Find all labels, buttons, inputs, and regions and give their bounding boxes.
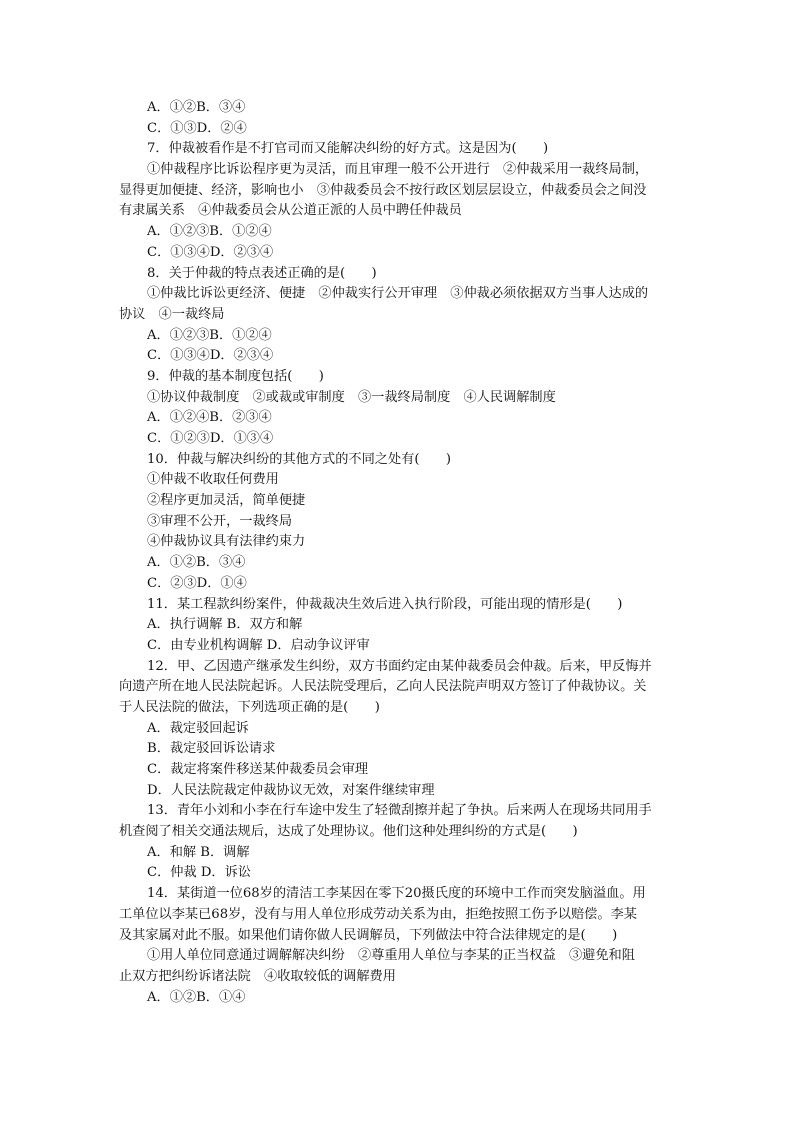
text-line: 止双方把纠纷诉诸法院 ④收取较低的调解费用 [119, 968, 396, 984]
text-line: C．由专业机构调解 D．启动争议评审 [147, 637, 370, 653]
text-line: 向遗产所在地人民法院起诉。人民法院受理后，乙向人民法院声明双方签订了仲裁协议。关 [119, 679, 647, 695]
text-line: 有隶属关系 ④仲裁委员会从公道正派的人员中聘任仲裁员 [119, 203, 462, 219]
text-line: 显得更加便捷、经济，影响也小 ③仲裁委员会不按行政区划层层设立，仲裁委员会之间没 [119, 182, 647, 198]
text-line: D．人民法院裁定仲裁协议无效，对案件继续审理 [147, 782, 435, 798]
text-line: 9．仲裁的基本制度包括( ) [147, 368, 324, 384]
text-line: ④仲裁协议具有法律约束力 [147, 534, 306, 550]
text-line: 8．关于仲裁的特点表述正确的是( ) [147, 265, 377, 281]
text-line: ①用人单位同意通过调解解决纠纷 ②尊重用人单位与李某的正当权益 ③避免和阻 [147, 948, 635, 964]
text-line: A．①②B．①④ [147, 989, 246, 1005]
document-page [119, 98, 679, 1008]
text-line: 10．仲裁与解决纠纷的其他方式的不同之处有( ) [147, 451, 452, 467]
text-line: 7．仲裁被看作是不打官司而又能解决纠纷的好方式。这是因为( ) [147, 141, 549, 157]
text-line: A．裁定驳回起诉 [147, 720, 249, 736]
text-line: 13．青年小刘和小李在行车途中发生了轻微刮擦并起了争执。后来两人在现场共同用手 [147, 803, 652, 819]
text-line: ③审理不公开，一裁终局 [147, 513, 293, 529]
text-line: ①协议仲裁制度 ②或裁或审制度 ③一裁终局制度 ④人民调解制度 [147, 389, 556, 405]
text-line: 协议 ④一裁终局 [119, 306, 225, 322]
text-line: A．①②④B．②③④ [147, 410, 272, 426]
text-line: A．执行调解 B．双方和解 [147, 617, 303, 633]
text-line: C．仲裁 D．诉讼 [147, 865, 251, 881]
text-line: B．裁定驳回诉讼请求 [147, 741, 276, 757]
text-line: 工单位以李某已68岁，没有与用人单位形成劳动关系为由，拒绝按照工伤予以赔偿。李某 [119, 906, 637, 922]
text-line: A．和解 B．调解 [147, 844, 250, 860]
text-line: A．①②③B．①②④ [147, 224, 272, 240]
text-line: C．②③D．①④ [147, 575, 247, 591]
text-line: ①仲裁比诉讼更经济、便捷 ②仲裁实行公开审理 ③仲裁必须依据双方当事人达成的 [147, 286, 649, 302]
text-line: C．①③④D．②③④ [147, 244, 274, 260]
text-line: ①仲裁程序比诉讼程序更为灵活，而且审理一般不公开进行 ②仲裁采用一裁终局制， [147, 162, 649, 178]
text-line: 机查阅了相关交通法规后，达成了处理协议。他们这种处理纠纷的方式是( ) [119, 824, 578, 840]
text-line: A．①②B．③④ [147, 555, 246, 571]
text-line: C．①②③D．①③④ [147, 431, 274, 446]
text-line: C．①③D．②④ [147, 120, 247, 136]
text-line: ①仲裁不收取任何费用 [147, 472, 279, 488]
text-line: 及其家属对此不服。如果他们请你做人民调解员，下列做法中符合法律规定的是( ) [119, 927, 618, 943]
text-line: C．①③④D．②③④ [147, 348, 274, 364]
text-line: 11．某工程款纠纷案件，仲裁裁决生效后进入执行阶段，可能出现的情形是( ) [147, 596, 623, 612]
text-line: 于人民法院的做法，下列选项正确的是( ) [119, 699, 380, 715]
text-line: 14．某街道一位68岁的清洁工李某因在零下20摄氏度的环境中工作而突发脑溢血。用 [147, 886, 646, 902]
text-line: C．裁定将案件移送某仲裁委员会审理 [147, 762, 369, 777]
text-line: A．①②③B．①②④ [147, 327, 272, 343]
text-line: A．①②B．③④ [147, 100, 246, 115]
text-line: 12．甲、乙因遗产继承发生纠纷，双方书面约定由某仲裁委员会仲裁。后来，甲反悔并 [147, 658, 652, 674]
text-line: ②程序更加灵活，简单便捷 [147, 493, 306, 509]
